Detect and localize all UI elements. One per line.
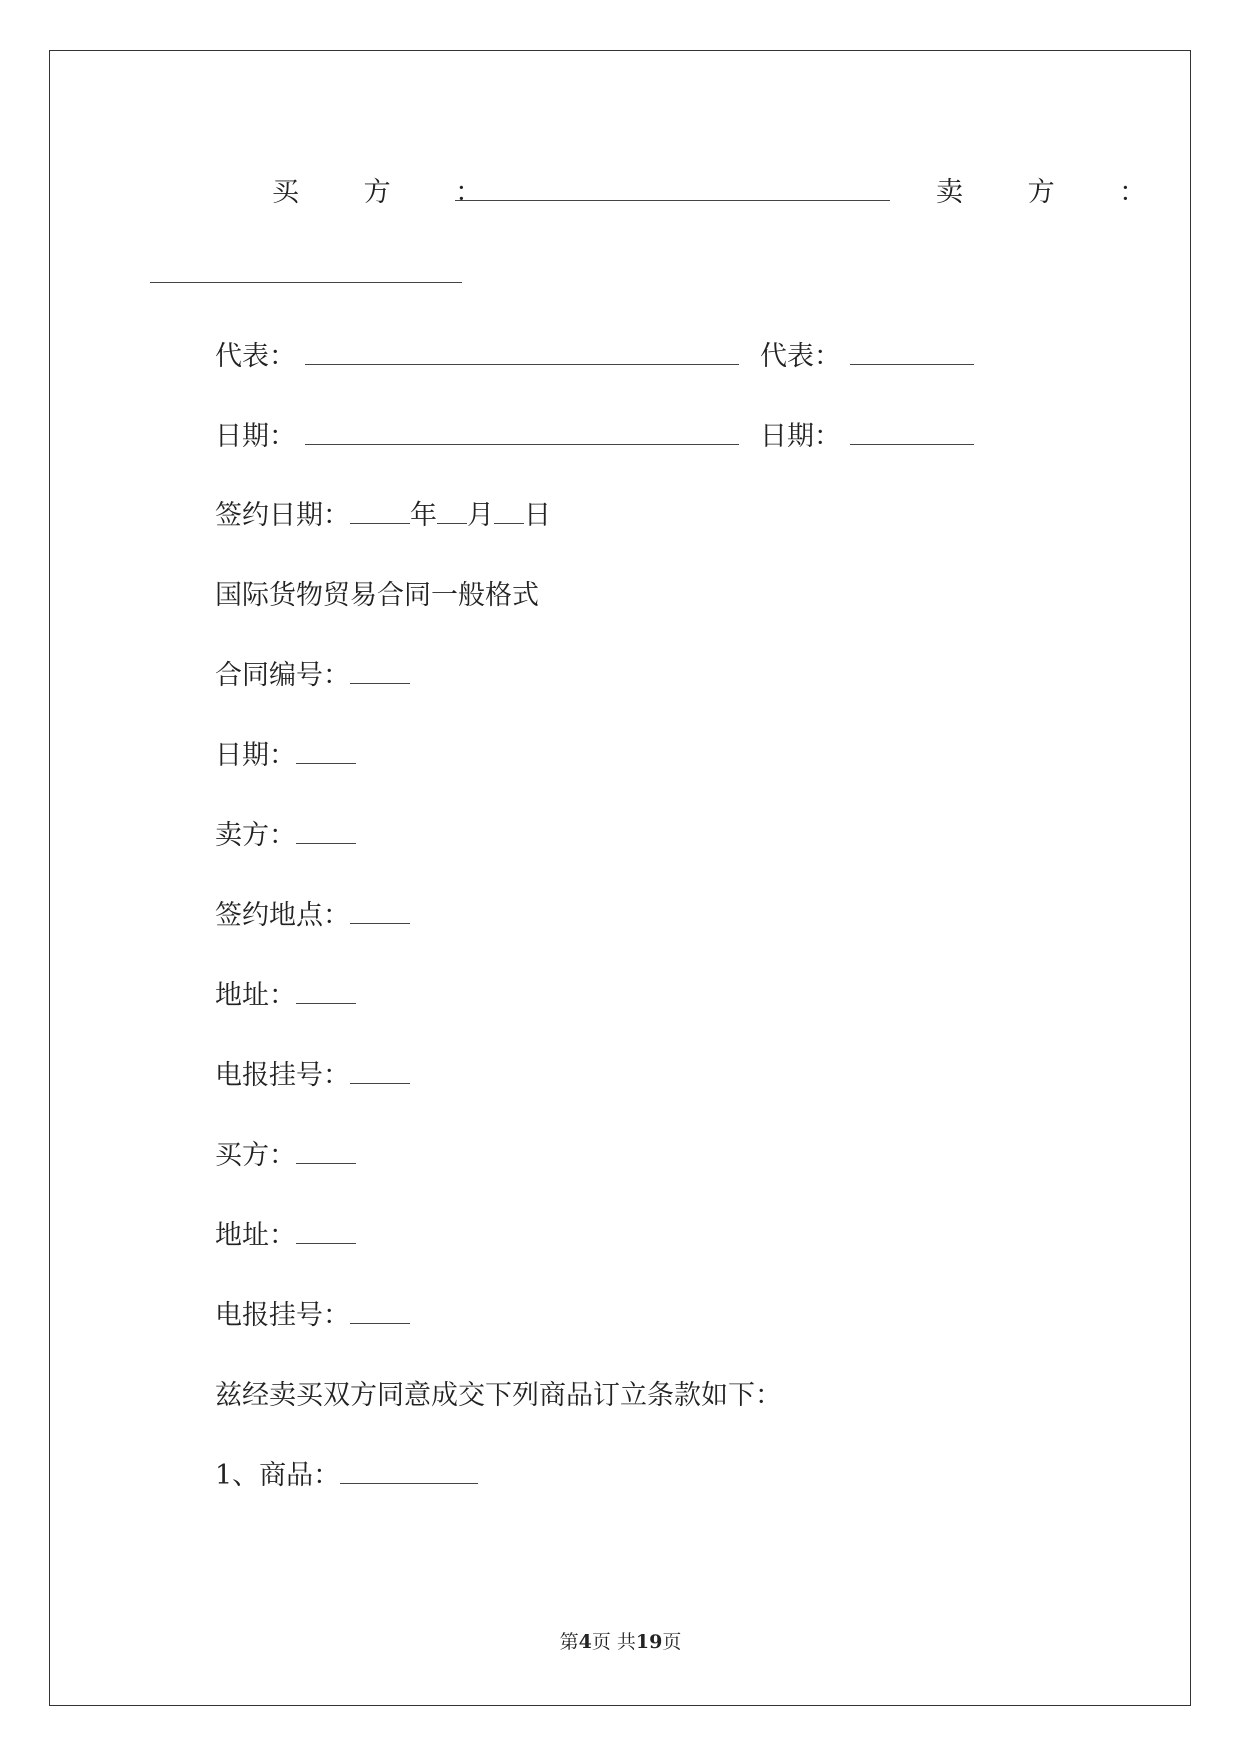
- rep-right-blank: [850, 340, 974, 374]
- item-1-commodity: [215, 1459, 478, 1493]
- field-date: [215, 739, 356, 773]
- field-seller-cable: [215, 1059, 410, 1093]
- page-border: [49, 50, 1191, 1706]
- rep-left-blank: [305, 340, 739, 374]
- sign-date-year: 年: [410, 500, 437, 531]
- footer-suffix: 页: [662, 1631, 682, 1653]
- seller-blank: [150, 258, 462, 292]
- field-seller-address: [215, 979, 356, 1013]
- page-footer: [0, 1630, 1241, 1654]
- field-label: 日期：: [215, 740, 296, 771]
- date-left-label: 日期：: [215, 421, 296, 452]
- sign-date-day: 日: [524, 500, 551, 531]
- field-label: 地址：: [215, 980, 296, 1011]
- sign-date-month: 月: [467, 500, 494, 531]
- field-buyer-cable: [215, 1299, 410, 1333]
- date-right-blank: [850, 420, 974, 454]
- seller-label: 卖 方 ：: [936, 177, 1175, 208]
- date-right-label: 日期：: [760, 421, 841, 452]
- field-label: 买方：: [215, 1140, 296, 1171]
- field-label: 电报挂号：: [215, 1060, 350, 1091]
- field-label: 卖方：: [215, 820, 296, 851]
- buyer-blank: [455, 176, 890, 210]
- contract-title: 国际货物贸易合同一般格式: [215, 580, 539, 611]
- footer-total-pages: 19: [635, 1631, 663, 1653]
- footer-page-number: 4: [578, 1631, 592, 1653]
- footer-prefix: 第: [559, 1631, 579, 1653]
- rep-right-label: 代表：: [760, 341, 841, 372]
- agreement-intro: 兹经卖买双方同意成交下列商品订立条款如下：: [215, 1380, 782, 1411]
- sign-date-row: [215, 499, 551, 533]
- field-label: 电报挂号：: [215, 1300, 350, 1331]
- field-buyer-address: [215, 1219, 356, 1253]
- field-buyer: [215, 1139, 356, 1173]
- date-left-blank: [305, 420, 739, 454]
- field-label: 签约地点：: [215, 900, 350, 931]
- buyer-label: 买 方 ：: [272, 177, 511, 208]
- footer-mid: 页 共: [591, 1631, 636, 1653]
- sign-date-label: 签约日期：: [215, 500, 350, 531]
- field-sign-place: [215, 899, 410, 933]
- field-label: 地址：: [215, 1220, 296, 1251]
- rep-left-label: 代表：: [215, 341, 296, 372]
- field-contract-no: [215, 659, 410, 693]
- item-1-label: 1、商品：: [215, 1460, 341, 1491]
- field-seller: [215, 819, 356, 853]
- field-label: 合同编号：: [215, 660, 350, 691]
